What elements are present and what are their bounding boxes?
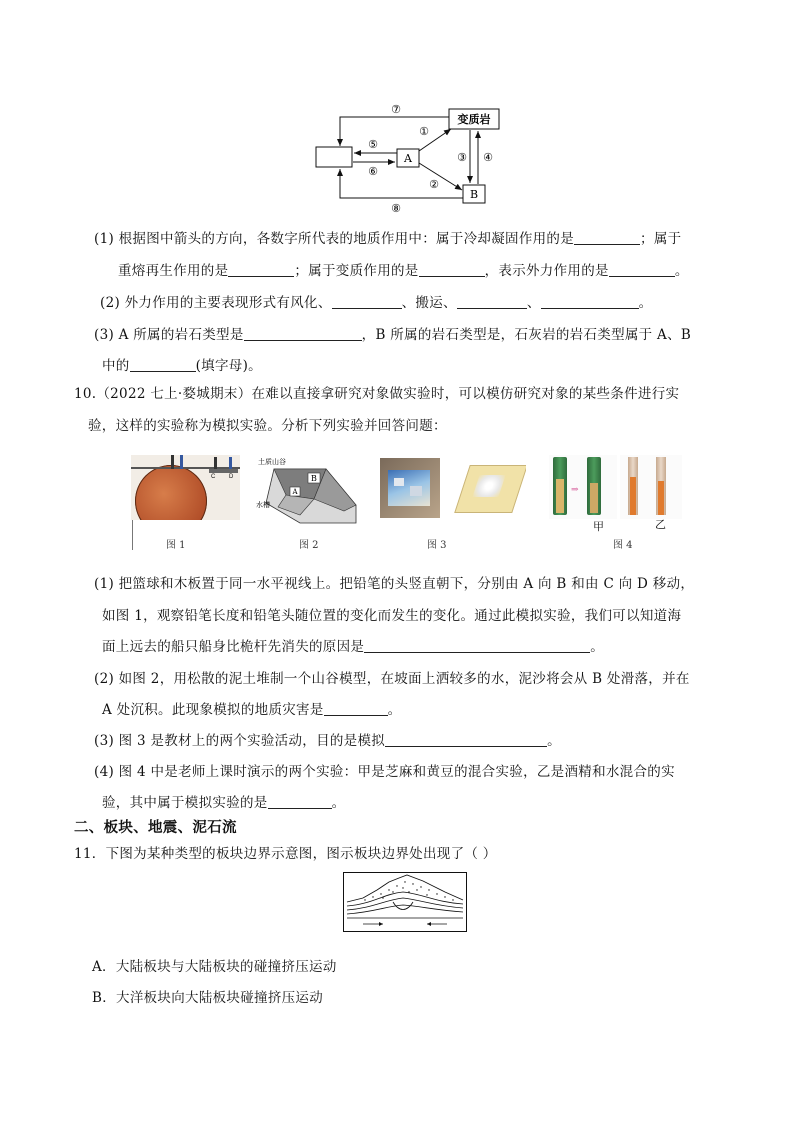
rock-cycle-diagram [300,95,510,215]
metamorphic-label: 变质岩 [457,113,491,126]
label-3: ③ [457,151,467,164]
label-4: ④ [483,151,493,164]
answer-blank[interactable] [130,357,196,372]
q11-option-b[interactable]: B．大洋板块向大陆板块碰撞挤压运动 [92,990,324,1006]
answer-blank[interactable] [332,294,402,309]
arrow-8 [340,169,463,198]
fig2-label-a: A [292,488,298,496]
figure-2-valley-model [256,455,360,525]
figure-2-caption: 图 2 [299,540,319,551]
q10-stem-line2: 验，这样的实验称为模拟实验。分析下列实验并回答问题： [88,418,447,434]
answer-blank[interactable] [574,230,640,245]
answer-blank[interactable] [419,262,485,277]
q10-part4-line2: 验，其中属于模拟实验的是 。 [102,795,346,811]
q10-part3: (3) 图 3 是教材上的两个实验活动，目的是模拟 。 [94,733,561,749]
label-5: ⑤ [368,138,378,151]
label-7: ⑦ [391,103,401,116]
q11-option-a[interactable]: A．大陆板块与大陆板块的碰撞挤压运动 [92,959,337,975]
label-8: ⑧ [391,202,401,215]
answer-blank[interactable] [364,638,590,653]
q9-part1-line1: (1) 根据图中箭头的方向，各数字所代表的地质作用中：属于冷却凝固作用的是 ；属于 [94,231,682,247]
q9-part3-line2: 中的 (填字母)。 [102,358,262,374]
fig4-label-yi: 乙 [655,518,666,531]
q9-part3-line1: (3) A 所属的岩石类型是 ，B 所属的岩石类型是，石灰岩的岩石类型属于 A、B [94,327,692,343]
q9-part2: (2) 外力作用的主要表现形式有风化、 、搬运、 、 。 [100,295,653,311]
figure-4-yi-photo [620,455,682,519]
figure-3-photo-left [380,458,440,518]
answer-blank[interactable] [324,701,388,716]
label-2: ② [429,178,439,191]
answer-blank[interactable] [268,794,332,809]
q10-part1-line1: (1) 把篮球和木板置于同一水平视线上。把铅笔的头竖直朝下，分别由 A 向 B 和由 C 向 D 移动， [94,576,695,592]
fig4-label-jia: 甲 [593,520,604,533]
q10-part1-line3: 面上远去的船只船身比桅杆先消失的原因是 。 [102,639,605,655]
answer-blank[interactable] [385,732,547,747]
node-b-label: B [469,188,479,201]
q10-part2-line1: (2) 如图 2，用松散的泥土堆制一个山谷模型，在坡面上洒较多的水，泥沙将会从 B 处滑落，并在 [94,671,690,687]
q10-part4-line1: (4) 图 4 中是老师上课时演示的两个实验：甲是芝麻和黄豆的混合实验，乙是酒精和水混合的实 [94,764,675,780]
fig2-label-b: B [311,474,317,483]
q10-part2-line2: A 处沉积。此现象模拟的地质灾害是 。 [102,702,402,718]
label-6: ⑥ [368,165,378,178]
plate-boundary-diagram [343,872,467,932]
figure-3-caption: 图 3 [427,540,447,551]
blank-rock-box [316,147,352,167]
label-1: ① [419,125,429,138]
fig1-label-d: D [229,474,234,480]
fig2-label-tank: 水槽 [256,501,270,509]
answer-blank[interactable] [244,326,362,341]
figure-4-jia-photo: ⇒ [549,455,617,519]
answer-blank[interactable] [228,262,294,277]
q11-stem: 11．下图为某种类型的板块边界示意图，图示板块边界处出现了（ ） [74,846,497,862]
q10-stem-line1: 10.（2022 七上·婺城期末）在难以直接拿研究对象做实验时，可以模仿研究对象的某些条件进行实 [74,386,680,402]
answer-blank[interactable] [457,294,527,309]
answer-blank[interactable] [609,262,675,277]
figure-1-photo [131,455,240,520]
fig1-label-c: C [211,474,216,480]
figure-1-caption: 图 1 [166,540,186,551]
section-2-title: 二、板块、地震、泥石流 [74,820,237,836]
node-a-label: A [404,152,412,165]
figure-1-edge [132,520,133,550]
q9-part1-line2: 重熔再生作用的是 ；属于变质作用的是 ，表示外力作用的是 。 [118,263,689,279]
answer-blank[interactable] [541,294,639,309]
figure-3-photo-right [452,463,526,515]
fig2-label-valley: 土质山谷 [258,458,286,466]
q10-part1-line2: 如图 1，观察铅笔长度和铅笔头随位置的变化而发生的变化。通过此模拟实验，我们可以知道海 [102,608,682,624]
arrow-2 [419,163,462,190]
figure-4-caption: 图 4 [613,540,633,551]
